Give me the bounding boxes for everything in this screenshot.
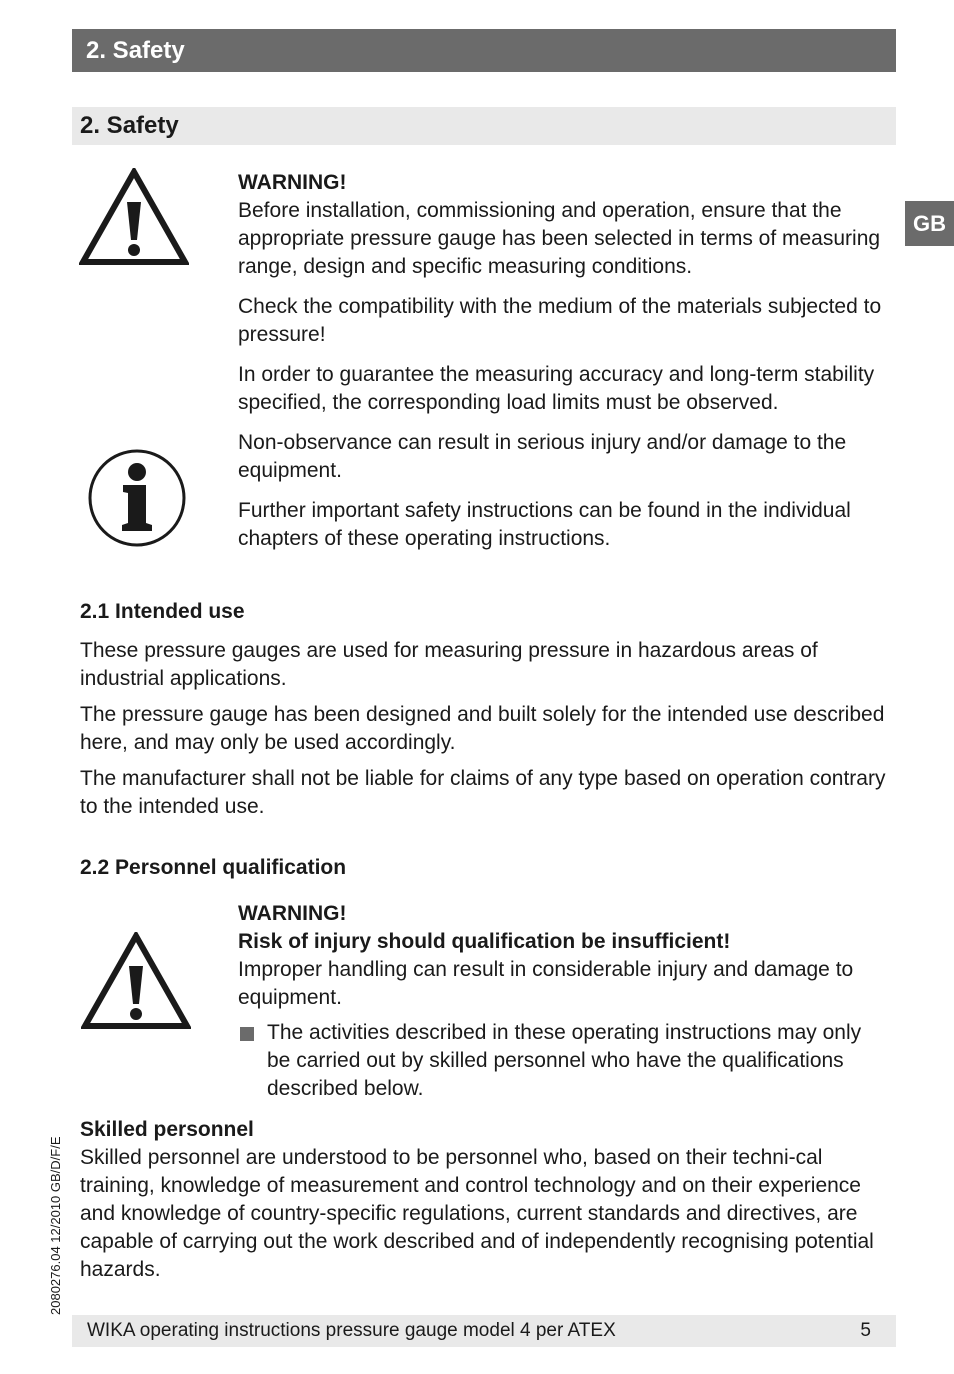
info-circle-icon	[86, 447, 188, 554]
intended-use-body	[80, 637, 895, 821]
intended-use-paragraph: The pressure gauge has been designed and built solely for the intended use described here, and may only be used accordingly.	[80, 703, 885, 754]
further-instructions-paragraph: Further important safety instructions can be found in the individual chapters of these operating instructions.	[238, 499, 851, 550]
skilled-personnel-heading: Skilled personnel	[80, 1118, 254, 1141]
compatibility-paragraph: Check the compatibility with the medium of the materials subjected to pressure!	[238, 295, 882, 346]
footer-title: WIKA operating instructions pressure gauge model 4 per ATEX	[87, 1320, 616, 1341]
language-tab: GB	[905, 201, 954, 246]
warning-paragraph: Improper handling can result in considerable injury and damage to equipment.	[238, 958, 854, 1009]
load-limits-paragraph: In order to guarantee the measuring accuracy and long-term stability specified, the corresponding load limits must be observed.	[238, 363, 875, 414]
page-number: 5	[860, 1320, 871, 1341]
skilled-personnel-section	[80, 1116, 895, 1284]
document-code: 2080276.04 12/2010 GB/D/F/E	[48, 1136, 63, 1315]
personnel-heading: 2.2 Personnel qualification	[80, 856, 347, 879]
warning-paragraph: Before installation, commissioning and operation, ensure that the appropriate pressure gauge has been selected in terms of measuring range, design and specific measuring conditions.	[238, 199, 881, 278]
skilled-personnel-paragraph: Skilled personnel are understood to be personnel who, based on their techni-cal training, knowledge of measurement and control technology and on their experience and knowledge of country-specific regulations, current standards and directives, are capable of carrying out the work described and of independently recognising potential hazards.	[80, 1146, 874, 1281]
intended-use-paragraph: These pressure gauges are used for measuring pressure in hazardous areas of industrial applications.	[80, 639, 818, 690]
intended-use-heading: 2.1 Intended use	[80, 600, 245, 623]
page-footer	[72, 1315, 896, 1347]
warning-triangle-icon	[79, 168, 189, 271]
warning-triangle-icon	[81, 932, 191, 1035]
warning-subtitle: Risk of injury should qualification be insufficient!	[238, 930, 731, 953]
bullet-square-icon	[240, 1027, 254, 1041]
intended-use-paragraph: The manufacturer shall not be liable for claims of any type based on operation contrary to the intended use.	[80, 767, 886, 818]
personnel-warning-block	[238, 900, 888, 1012]
non-observance-paragraph: Non-observance can result in serious injury and/or damage to the equipment.	[238, 431, 847, 482]
page-header: 2. Safety	[72, 29, 896, 72]
section-title: 2. Safety	[72, 107, 896, 145]
warning-title: WARNING!	[238, 902, 347, 925]
warning-block	[238, 169, 888, 553]
list-item	[238, 1019, 888, 1103]
list-item-text: The activities described in these operating instructions may only be carried out by skilled personnel who have the qualifications described below.	[267, 1021, 862, 1100]
warning-title: WARNING!	[238, 171, 347, 194]
